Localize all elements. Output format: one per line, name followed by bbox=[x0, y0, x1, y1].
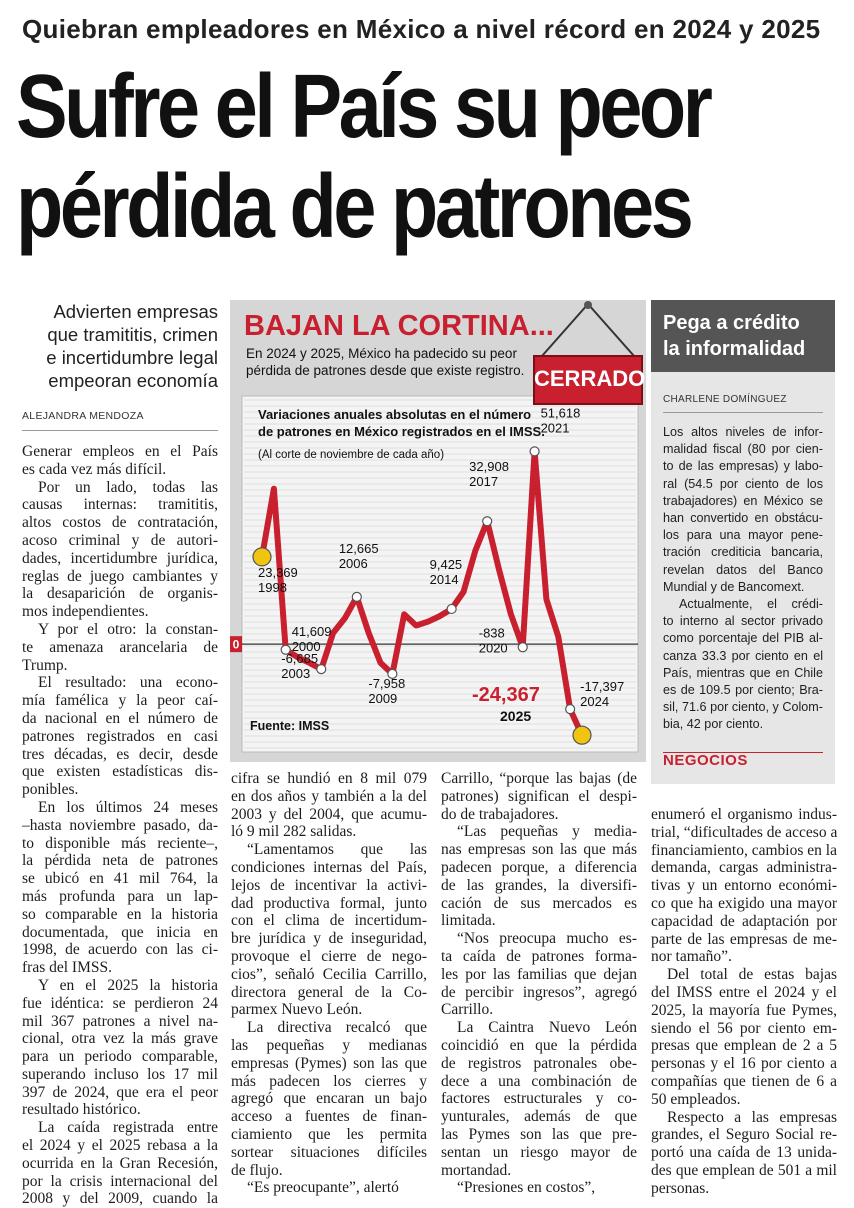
text-line: “Las pequeñas y media- bbox=[457, 823, 637, 841]
text-line: 397 de 2024, que era el peor bbox=[22, 1083, 218, 1101]
text-line: 2003 y del 2004, que acumu- bbox=[231, 805, 427, 823]
text-line: 2008 y del 2009, cuando la bbox=[22, 1190, 218, 1208]
text-line: resultado histórico. bbox=[22, 1101, 141, 1119]
text-line: “Es preocupante”, alertó bbox=[247, 1179, 399, 1197]
text-line: Mundial y de Bancomext. bbox=[663, 579, 805, 594]
deck-line: que tramititis, crimen bbox=[47, 324, 218, 345]
text-line: mortandad. bbox=[441, 1161, 512, 1179]
text-line: cios”, señaló Cecilia Carrillo, bbox=[231, 965, 427, 983]
text-line: de las grandes, la diversifi- bbox=[441, 876, 637, 894]
text-line: ta caída de patrones forma- bbox=[441, 947, 637, 965]
chart-description bbox=[258, 406, 545, 440]
data-point-2020 bbox=[518, 643, 527, 652]
text-line: La caída registrada entre bbox=[38, 1119, 218, 1137]
text-line: nas empresas son las que más bbox=[441, 841, 637, 859]
data-label-2024: -17,397 bbox=[580, 679, 625, 695]
data-label-2025: -24,367 bbox=[472, 684, 540, 707]
text-line: bre jurídica y de inseguridad, bbox=[231, 930, 427, 948]
text-line: do de trabajadores. bbox=[441, 805, 559, 823]
text-line: reglas de juego cambiantes y bbox=[22, 567, 218, 585]
text-line: Carrillo, “porque las bajas (de bbox=[441, 770, 637, 787]
text-line: financiamiento, cambios en la bbox=[651, 841, 837, 859]
text-line: ponibles. bbox=[22, 781, 79, 799]
sidebar-title-line: la informalidad bbox=[663, 338, 806, 360]
text-line: las pequeñas y medianas bbox=[231, 1036, 427, 1054]
byline: ALEJANDRA MENDOZA bbox=[22, 410, 144, 422]
text-line: causas internas: tramititis, bbox=[22, 496, 218, 514]
text-line: de registros patronales obe- bbox=[441, 1054, 637, 1072]
sidebar-divider bbox=[663, 412, 823, 413]
text-line: más profunda para un lap- bbox=[22, 887, 218, 905]
text-line: presas que emplean de 2 a 5 bbox=[651, 1037, 837, 1055]
text-line: coincidió en que la pérdida bbox=[441, 1036, 637, 1054]
text-line: to interno al sector privado bbox=[663, 614, 823, 629]
sidebar-title-line: Pega a crédito bbox=[663, 312, 800, 334]
year-label-2009: 2009 bbox=[368, 690, 398, 706]
text-line: ló 9 mil 282 salidas. bbox=[231, 823, 357, 841]
text-line: 50 empleados. bbox=[651, 1090, 741, 1108]
year-label-2017: 2017 bbox=[469, 474, 499, 490]
article-column-4 bbox=[651, 806, 837, 1198]
chart-note: (Al corte de noviembre de cada año) bbox=[258, 449, 445, 461]
text-line: dece a una combinación de bbox=[441, 1072, 637, 1090]
text-line: de flujo. bbox=[231, 1161, 283, 1179]
data-point-2014 bbox=[447, 604, 456, 613]
chart-subtitle-line: En 2024 y 2025, México ha padecido su peor bbox=[246, 346, 517, 361]
article-column-1 bbox=[22, 443, 218, 1208]
text-line: patrones registrados en casi bbox=[22, 727, 218, 745]
headline-line-1: Sufre el País su peor bbox=[16, 57, 710, 157]
text-line: 1998, de acuerdo con las ci- bbox=[22, 941, 218, 959]
text-line: de percibir ingresos”, agregó bbox=[441, 983, 637, 1001]
sidebar-title bbox=[651, 300, 835, 372]
text-line: Carrillo. bbox=[441, 1001, 494, 1019]
text-line: Por un lado, todas las bbox=[38, 478, 218, 496]
text-line: ciamiento que les permita bbox=[231, 1125, 427, 1143]
text-line: El resultado: una econo- bbox=[38, 674, 218, 692]
text-line: Y por el otro: la constan- bbox=[38, 620, 218, 638]
text-line: la pérdida neta de patrones bbox=[22, 852, 218, 870]
text-line: enumeró el organismo indus- bbox=[651, 806, 837, 823]
data-point-1998 bbox=[253, 548, 271, 566]
text-line: del IMSS entre el 2024 y el bbox=[651, 983, 837, 1001]
text-line: 2025, la mayoría fue Pymes, bbox=[651, 1001, 837, 1019]
text-line: siendo el 56 por ciento em- bbox=[651, 1019, 837, 1037]
text-line: provoque el cierre de nego- bbox=[231, 947, 427, 965]
deck bbox=[22, 300, 218, 392]
data-point-2025 bbox=[573, 726, 591, 744]
text-line: acoso criminal y de autori- bbox=[22, 531, 218, 549]
text-line: lejos de incentivar la activi- bbox=[231, 876, 427, 894]
text-line: tres décadas, es decir, desde bbox=[22, 745, 218, 763]
text-line: “Presiones en costos”, bbox=[457, 1179, 596, 1197]
text-line: co que ha exigido una mayor bbox=[651, 894, 837, 912]
data-label-2006: 12,665 bbox=[338, 540, 379, 556]
text-line: da nacional en el número de bbox=[22, 709, 218, 727]
text-line: des que emplean de 501 a mil bbox=[651, 1161, 837, 1179]
text-line: mía famélica y la peor caí- bbox=[22, 692, 218, 710]
deck-line: Advierten empresas bbox=[53, 301, 218, 322]
text-line: personas y el 16 por ciento a bbox=[651, 1055, 837, 1073]
text-line: Del total de estas bajas bbox=[667, 966, 837, 984]
text-line: sil, 71.6 por ciento, y Colom- bbox=[663, 700, 823, 715]
headline-line-2: pérdida de patrones bbox=[16, 157, 691, 257]
text-line: so comparable en la historia bbox=[22, 905, 218, 923]
text-line: “Nos preocupa mucho es- bbox=[457, 930, 637, 948]
data-label-2000: 41,609 bbox=[291, 623, 332, 639]
text-line: canza 33.3 por ciento en el bbox=[663, 648, 823, 663]
text-line: se ubicó en 41 mil 764, la bbox=[22, 870, 218, 888]
text-line: grandes, el Seguro Social re- bbox=[651, 1126, 837, 1144]
text-line: es de 109.5 por ciento; Bra- bbox=[663, 683, 823, 698]
chart-subtitle-line: pérdida de patrones desde que existe registro. bbox=[246, 363, 525, 378]
year-label-2000: 2000 bbox=[291, 638, 321, 654]
sidebar-body bbox=[663, 424, 823, 734]
data-label-2014: 9,425 bbox=[429, 556, 463, 572]
text-line: por la crisis internacional del bbox=[22, 1172, 218, 1190]
text-line: tración crediticia bancaria, bbox=[663, 545, 823, 560]
year-label-2025: 2025 bbox=[500, 708, 532, 725]
year-label-1998: 1998 bbox=[258, 579, 287, 595]
text-line: dades, incertidumbre jurídica, bbox=[22, 549, 218, 567]
data-label-2020: -838 bbox=[478, 625, 505, 641]
text-line: en dos años y también a la del bbox=[231, 787, 427, 805]
data-label-2009: -7,958 bbox=[368, 675, 406, 691]
sidebar bbox=[651, 300, 835, 784]
text-line: “Lamentamos que las bbox=[247, 841, 427, 859]
data-point-2006 bbox=[352, 592, 361, 601]
text-line: La Caintra Nuevo León bbox=[457, 1019, 637, 1037]
text-line: bia, 42 por ciento. bbox=[663, 717, 764, 732]
text-line: Generar empleos en el País bbox=[22, 443, 218, 460]
text-line: cional, otra vez la más grave bbox=[22, 1030, 218, 1048]
text-line: les por las familias que dejan bbox=[441, 965, 637, 983]
text-line: directora general de la Co- bbox=[231, 983, 427, 1001]
text-line: Trump. bbox=[22, 656, 68, 674]
cerrado-sign-text: CERRADO bbox=[534, 366, 646, 391]
chart-subtitle bbox=[246, 345, 524, 379]
text-line: parmex Nuevo León. bbox=[231, 1001, 363, 1019]
year-label-2014: 2014 bbox=[429, 571, 459, 587]
chart-source: Fuente: IMSS bbox=[250, 719, 330, 733]
deck-line: e incertidumbre legal bbox=[46, 347, 218, 368]
text-line: patrones) significan el despi- bbox=[441, 787, 637, 805]
text-line: tivas y un entorno económi- bbox=[651, 877, 837, 895]
text-line: empresas (Pymes) son las que bbox=[231, 1054, 427, 1072]
text-line: to disponible más reciente–, bbox=[22, 834, 218, 852]
text-line: altos costos de contratación, bbox=[22, 514, 218, 532]
text-line: dad productiva formal, junto bbox=[231, 894, 427, 912]
deck-line: empeoran economía bbox=[48, 370, 218, 391]
chart-panel bbox=[230, 300, 646, 762]
text-line: factores estructurales y co- bbox=[441, 1090, 637, 1108]
cerrado-sign bbox=[530, 300, 646, 421]
text-line: personas. bbox=[651, 1179, 710, 1197]
text-line: con el clima de incertidum- bbox=[231, 912, 427, 930]
text-line: Y en el 2025 la historia bbox=[38, 976, 218, 994]
text-line: han convertido en obstácu- bbox=[663, 511, 823, 526]
text-line: malidad fiscal (80 por cien- bbox=[663, 442, 823, 457]
text-line: Los altos niveles de infor- bbox=[663, 425, 823, 439]
year-label-2003: 2003 bbox=[281, 666, 311, 682]
data-point-2021 bbox=[530, 447, 539, 456]
text-line: acceso a fuentes de finan- bbox=[231, 1108, 427, 1126]
data-point-2024 bbox=[566, 705, 575, 714]
text-line: fue idéntica: se perdieron 24 bbox=[22, 994, 218, 1012]
text-line: más padecen los cierres y bbox=[231, 1072, 427, 1090]
text-line: demanda, cargas administra- bbox=[651, 859, 837, 877]
text-line: la desaparición de organis- bbox=[22, 585, 218, 603]
text-line: superando incluso los 17 mil bbox=[22, 1065, 218, 1083]
text-line: nor tamaño”. bbox=[651, 948, 732, 966]
data-point-2017 bbox=[483, 517, 492, 526]
text-line: to de las empresas) y labo- bbox=[663, 459, 823, 474]
text-line: trabajadores) en México se bbox=[663, 493, 823, 508]
text-line: sentan un riesgo mayor de bbox=[441, 1143, 637, 1161]
text-line: País, mientras que en Chile bbox=[663, 665, 823, 680]
text-line: el 2024 y el 2025 rebasa a la bbox=[22, 1137, 218, 1155]
text-line: las Pymes son las que pre- bbox=[441, 1125, 637, 1143]
text-line: te amenaza arancelaria de bbox=[22, 638, 218, 656]
text-line: parte de las empresas de me- bbox=[651, 930, 837, 948]
text-line: compañías que tienen de 6 a bbox=[651, 1072, 837, 1090]
year-label-2006: 2006 bbox=[338, 555, 368, 571]
data-label-2017: 32,908 bbox=[469, 459, 509, 475]
year-label-2020: 2020 bbox=[478, 640, 508, 656]
kicker: Quiebran empleadores en México a nivel récord en 2024 y 2025 bbox=[22, 14, 821, 44]
text-line: Respecto a las empresas bbox=[667, 1108, 837, 1126]
text-line: yunturales, además de que bbox=[441, 1108, 637, 1126]
text-line: los para una mayor pene- bbox=[663, 528, 823, 543]
text-line: capacidad de adaptación por bbox=[651, 912, 837, 930]
section-label: NEGOCIOS bbox=[663, 752, 748, 769]
text-line: cifra se hundió en 8 mil 079 bbox=[231, 770, 427, 787]
zero-label: 0 bbox=[232, 637, 240, 652]
chart-title: BAJAN LA CORTINA... bbox=[244, 310, 554, 342]
sidebar-byline: CHARLENE DOMÍNGUEZ bbox=[663, 394, 787, 405]
text-line: limitada. bbox=[441, 912, 496, 930]
data-label-1998: 23,369 bbox=[258, 564, 298, 580]
article-column-2 bbox=[231, 770, 427, 1197]
divider bbox=[22, 430, 218, 431]
text-line: mil 367 patrones a nivel na- bbox=[22, 1012, 218, 1030]
data-label-2003: -6,685 bbox=[281, 651, 319, 667]
text-line: padecen porque, a diferencia bbox=[441, 858, 637, 876]
data-label-2021: 51,618 bbox=[540, 405, 581, 421]
text-line: –hasta noviembre pasado, da- bbox=[22, 816, 218, 834]
text-line: condiciones internas del País, bbox=[231, 858, 427, 876]
text-line: ral (54.5 por ciento de los bbox=[663, 476, 823, 491]
text-line: es cada vez más difícil. bbox=[22, 460, 167, 478]
text-line: ocurrida en la Gran Recesión, bbox=[22, 1154, 218, 1172]
text-line: En los últimos 24 meses bbox=[38, 798, 218, 816]
text-line: que existen estadísticas dis- bbox=[22, 763, 218, 781]
text-line: cación de sus mercados es bbox=[441, 894, 637, 912]
year-label-2021: 2021 bbox=[540, 420, 570, 436]
text-line: trial, “dificultades de acceso a bbox=[651, 823, 838, 841]
chart-description-line: Variaciones anuales absolutas en el número bbox=[258, 407, 532, 422]
text-line: La directiva recalcó que bbox=[247, 1019, 427, 1037]
article-column-3 bbox=[441, 770, 637, 1197]
text-line: agregó que encaran un bajo bbox=[231, 1090, 427, 1108]
year-label-2024: 2024 bbox=[580, 694, 610, 710]
text-line: revelan datos del Banco bbox=[663, 562, 823, 577]
text-line: mos independientes. bbox=[22, 603, 149, 621]
text-line: sortear situaciones difíciles bbox=[231, 1143, 427, 1161]
text-line: para un periodo comparable, bbox=[22, 1048, 218, 1066]
chart-description-line: de patrones en México registrados en el IMSS. bbox=[258, 424, 545, 439]
text-line: Actualmente, el crédi- bbox=[679, 597, 823, 612]
text-line: documentada, que inicia en bbox=[22, 923, 218, 941]
text-line: como porcentaje del PIB al- bbox=[663, 631, 823, 646]
text-line: portó una caída de 13 unida- bbox=[651, 1144, 837, 1162]
text-line: fras del IMSS. bbox=[22, 959, 112, 977]
